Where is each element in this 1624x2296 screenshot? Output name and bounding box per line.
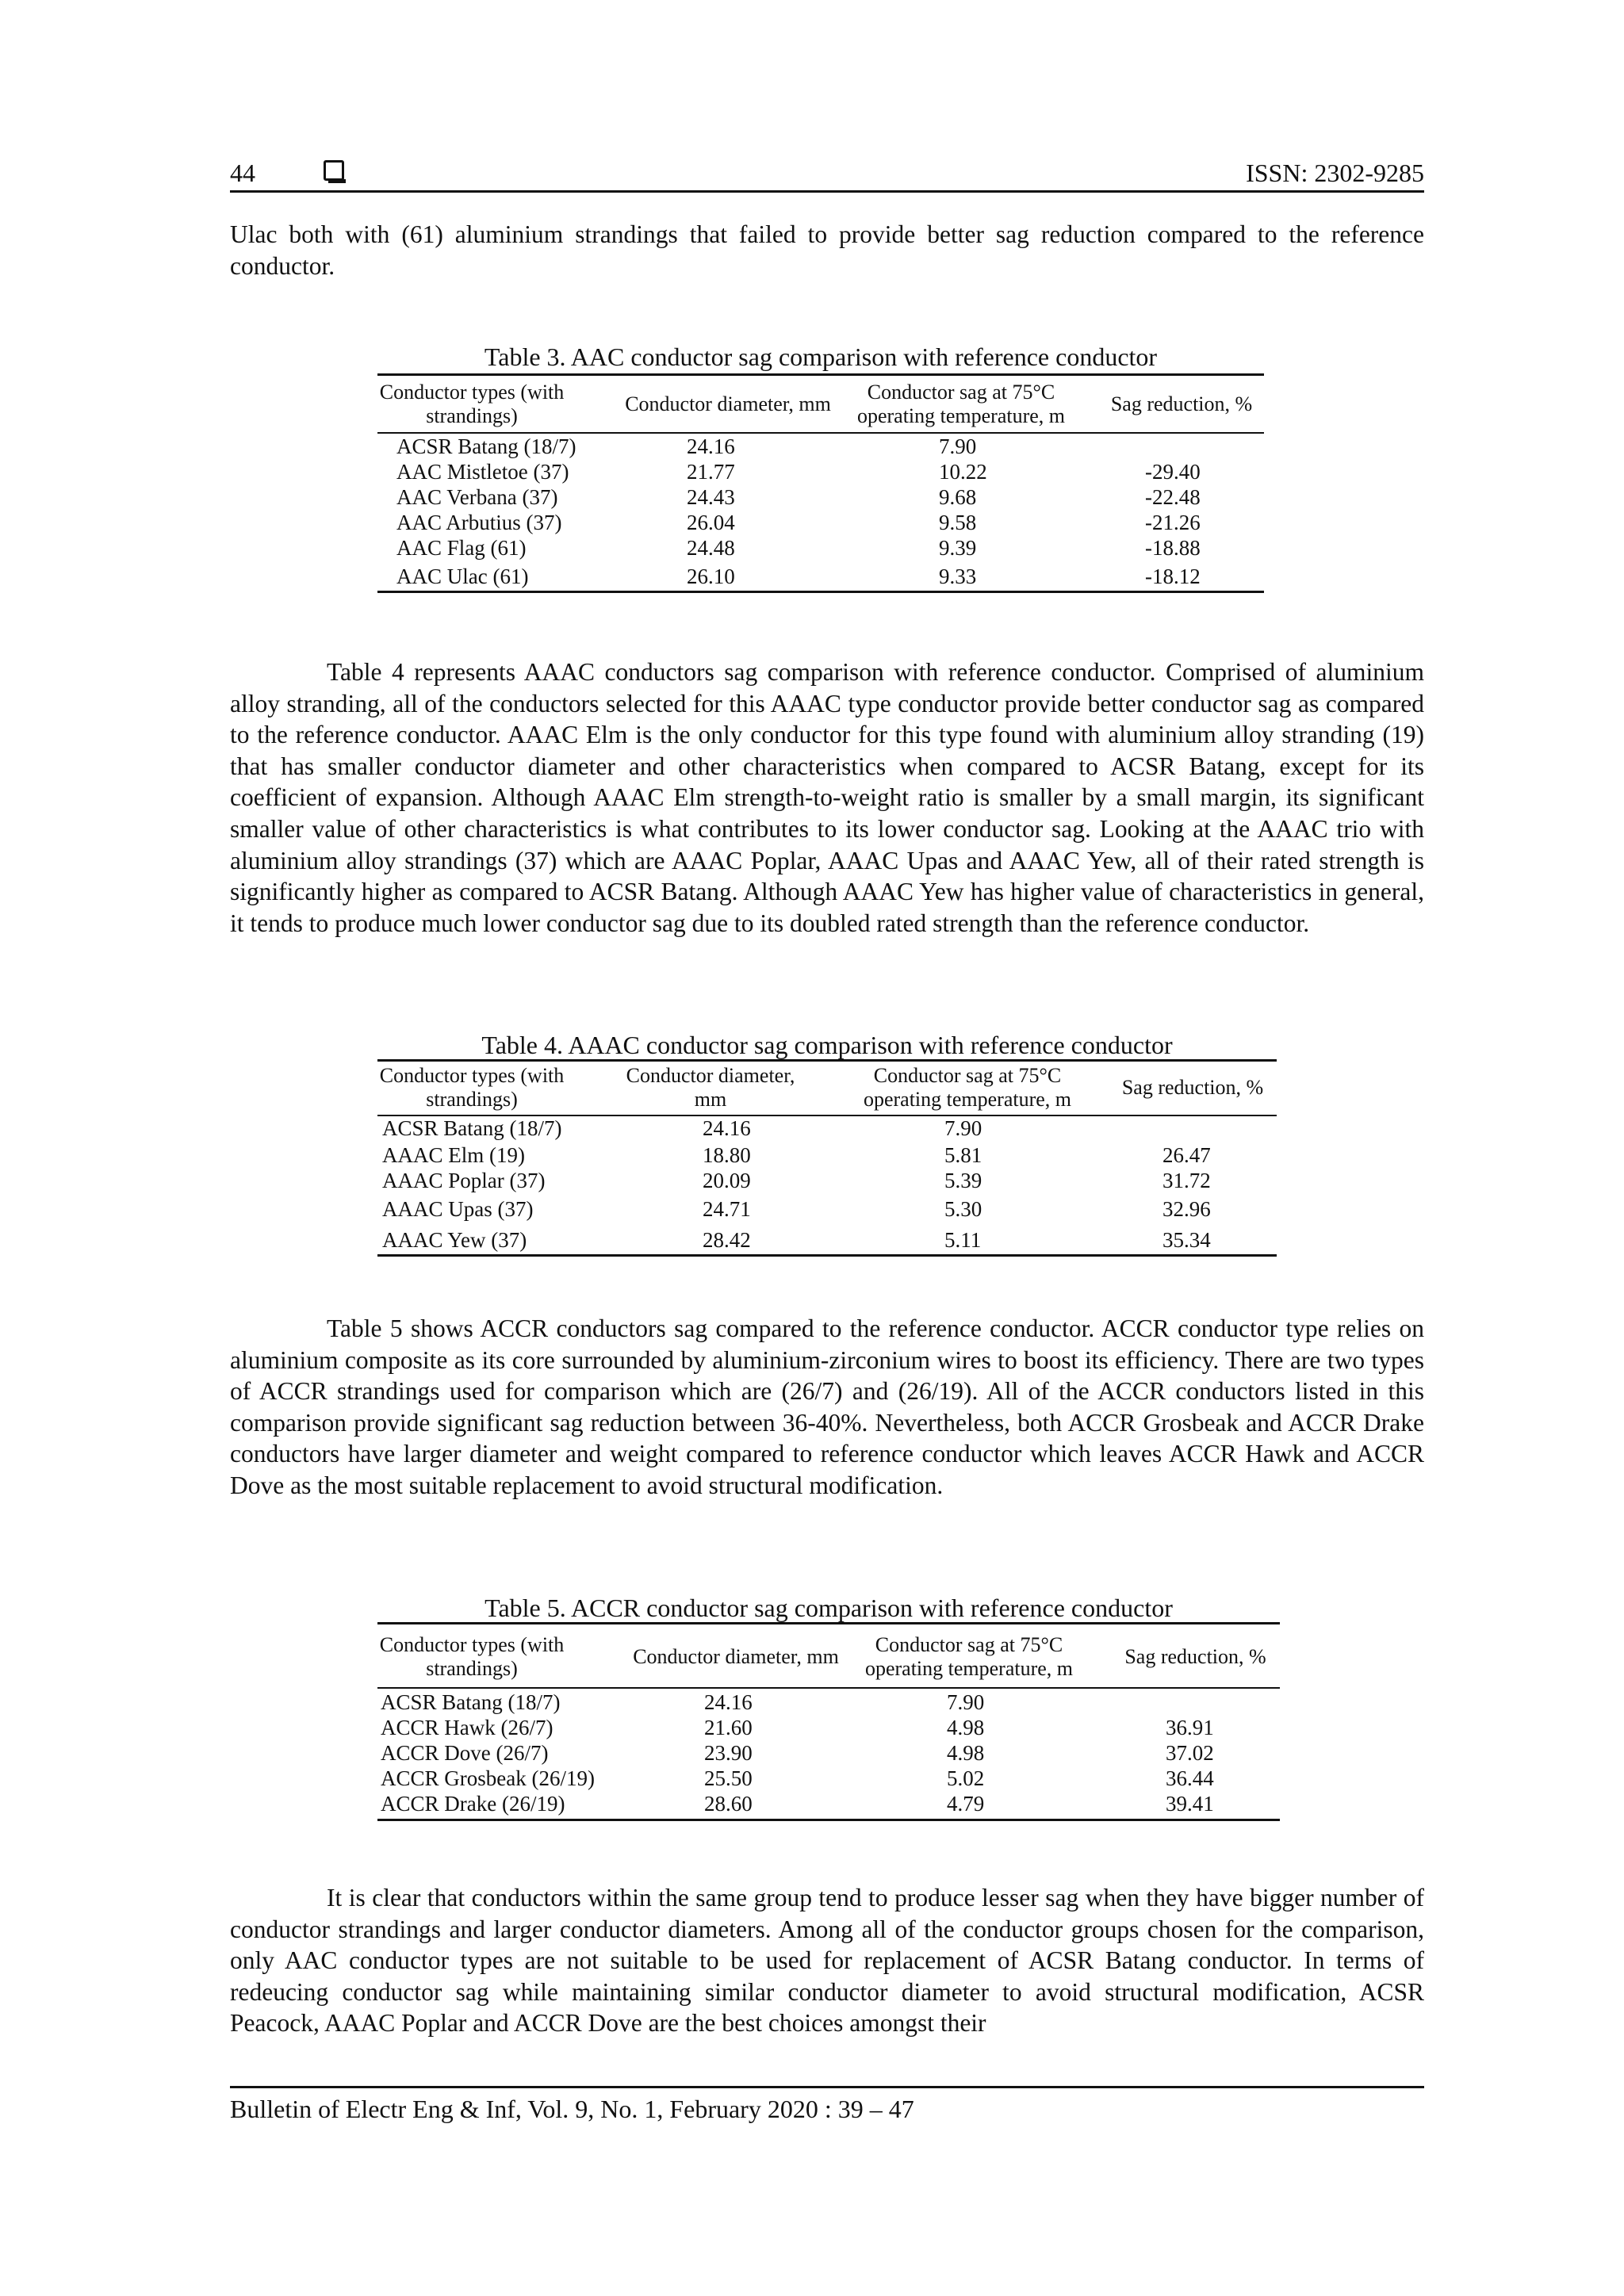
table-row: AAC Verbana (37) 24.43 9.68 -22.48 <box>396 485 1201 509</box>
page-number: 44 <box>230 159 255 187</box>
table-row: ACCR Hawk (26/7) 21.60 4.98 36.91 <box>381 1716 1214 1739</box>
paragraph-1: Ulac both with (61) aluminium strandings that failed to provide better sag reduction compared to the reference conductor. <box>230 220 1424 280</box>
table-4-top-rule <box>377 1059 1277 1062</box>
table-4-caption: Table 4. AAAC conductor sag comparison with reference conductor <box>481 1031 1173 1059</box>
table-3-header-sag: Conductor sag at 75°C operating temperature, m <box>856 381 1066 427</box>
table-3-header-rule <box>377 432 1264 434</box>
table-row: ACSR Batang (18/7) 24.16 7.90 <box>381 1690 985 1714</box>
page-header <box>230 154 1424 193</box>
table-row: AAAC Elm (19) 18.80 5.81 26.47 <box>382 1143 1211 1167</box>
paragraph-3: Table 5 shows ACCR conductors sag compared to the reference conductor. ACCR conductor type relies on aluminium composite as its core surrounded by aluminium-zirconium wires to boost its efficiency. There are two types of ACCR strandings used for comparison which are (26/7) and (26/19). All of the ACCR conductors listed in this comparison provide significant sag reduction between 36-40%. Nevertheless, both ACCR Grosbeak and ACCR Drake conductors have larger diameter and weight compared to reference conductor which leaves ACCR Hawk and ACCR Dove as the most suitable replacement to avoid structural modification. <box>230 1314 1424 1499</box>
table-3-header-diameter: Conductor diameter, mm <box>625 392 831 415</box>
table-5-header-rule <box>377 1687 1280 1689</box>
table-5-caption: Table 5. ACCR conductor sag comparison with reference conductor <box>485 1594 1173 1622</box>
table-4-bottom-rule <box>377 1254 1277 1257</box>
table-3 <box>377 342 1264 596</box>
table-4 <box>377 1031 1277 1257</box>
table-5-header-sag: Conductor sag at 75°C operating temperature, m <box>864 1633 1074 1680</box>
paragraph-2: Table 4 represents AAAC conductors sag comparison with reference conductor. Comprised of aluminium alloy stranding, all of the conductors selected for this AAAC type conductor provide better conductor sag as compared to the reference conductor. AAAC Elm is the only conductor for this type found with aluminium alloy stranding (19) that has smaller conductor diameter and other characteristics when compared to ACSR Batang, except for its coefficient of expansion. Although AAAC Elm strength-to-weight ratio is smaller by a small margin, its significant smaller value of other characteristics is what contributes to its lower conductor sag. Looking at the AAAC trio with aluminium alloy strandings (37) which are AAAC Poplar, AAAC Upas and AAAC Yew, all of their rated strength is significantly higher as compared to ACSR Batang. Although AAAC Yew has higher value of characteristics in general, it tends to produce much lower conductor sag due to its doubled rated strength than the reference conductor. <box>230 658 1424 937</box>
table-row: AAAC Yew (37) 28.42 5.11 35.34 <box>382 1228 1211 1252</box>
table-row: AAC Flag (61) 24.48 9.39 -18.88 <box>396 536 1201 560</box>
table-row: ACCR Grosbeak (26/19) 25.50 5.02 36.44 <box>381 1766 1214 1790</box>
header-rule <box>230 190 1424 193</box>
table-5-header-type: Conductor types (with strandings) <box>379 1633 565 1680</box>
table-5-bottom-rule <box>377 1819 1280 1821</box>
issn-label: ISSN: 2302-9285 <box>1246 159 1424 187</box>
paragraph-4: It is clear that conductors within the same group tend to produce lesser sag when they have bigger number of conductor strandings and larger conductor diameters. Among all of the conductor groups chosen for the comparison, only AAC conductor types are not suitable to be used for replacement of ACSR Batang conductor. In terms of redeucing conductor sag while maintaining similar conductor diameter to avoid structural modification, ACSR Peacock, AAAC Poplar and ACCR Dove are the best choices amongst their <box>230 1884 1424 2038</box>
table-3-top-rule <box>377 373 1264 376</box>
table-3-header-type: Conductor types (with strandings) <box>379 381 565 427</box>
table-row: ACCR Dove (26/7) 23.90 4.98 37.02 <box>381 1741 1214 1765</box>
table-3-header-reduction: Sag reduction, % <box>1110 392 1253 415</box>
table-5-header-reduction: Sag reduction, % <box>1124 1645 1266 1668</box>
table-4-header-type: Conductor types (with strandings) <box>379 1064 565 1111</box>
table-row: AAC Ulac (61) 26.10 9.33 -18.12 <box>396 564 1201 588</box>
table-3-caption: Table 3. AAC conductor sag comparison with reference conductor <box>484 342 1158 371</box>
table-row: AAC Arbutius (37) 26.04 9.58 -21.26 <box>396 511 1201 534</box>
table-row: ACSR Batang (18/7) 24.16 7.90 <box>396 434 977 458</box>
table-4-header-reduction: Sag reduction, % <box>1121 1076 1264 1099</box>
table-row: AAAC Poplar (37) 20.09 5.39 31.72 <box>382 1169 1211 1192</box>
table-4-header-sag: Conductor sag at 75°C operating temperature, m <box>863 1064 1072 1111</box>
table-5 <box>377 1594 1280 1823</box>
checkbox-square-icon <box>324 160 344 181</box>
table-4-header-diameter: Conductor diameter, mm <box>626 1064 795 1111</box>
table-row: AAAC Upas (37) 24.71 5.30 32.96 <box>382 1197 1211 1221</box>
table-3-bottom-rule <box>377 591 1264 593</box>
table-5-header-diameter: Conductor diameter, mm <box>633 1645 839 1668</box>
footer-citation: Bulletin of Electr Eng & Inf, Vol. 9, No. 1, February 2020 : 39 – 47 <box>230 2095 914 2123</box>
table-row: ACSR Batang (18/7) 24.16 7.90 <box>382 1116 982 1140</box>
table-row: ACCR Drake (26/19) 28.60 4.79 39.41 <box>381 1792 1214 1816</box>
footer-rule <box>230 2086 1424 2088</box>
table-row: AAC Mistletoe (37) 21.77 10.22 -29.40 <box>396 460 1201 484</box>
table-5-top-rule <box>377 1622 1280 1624</box>
